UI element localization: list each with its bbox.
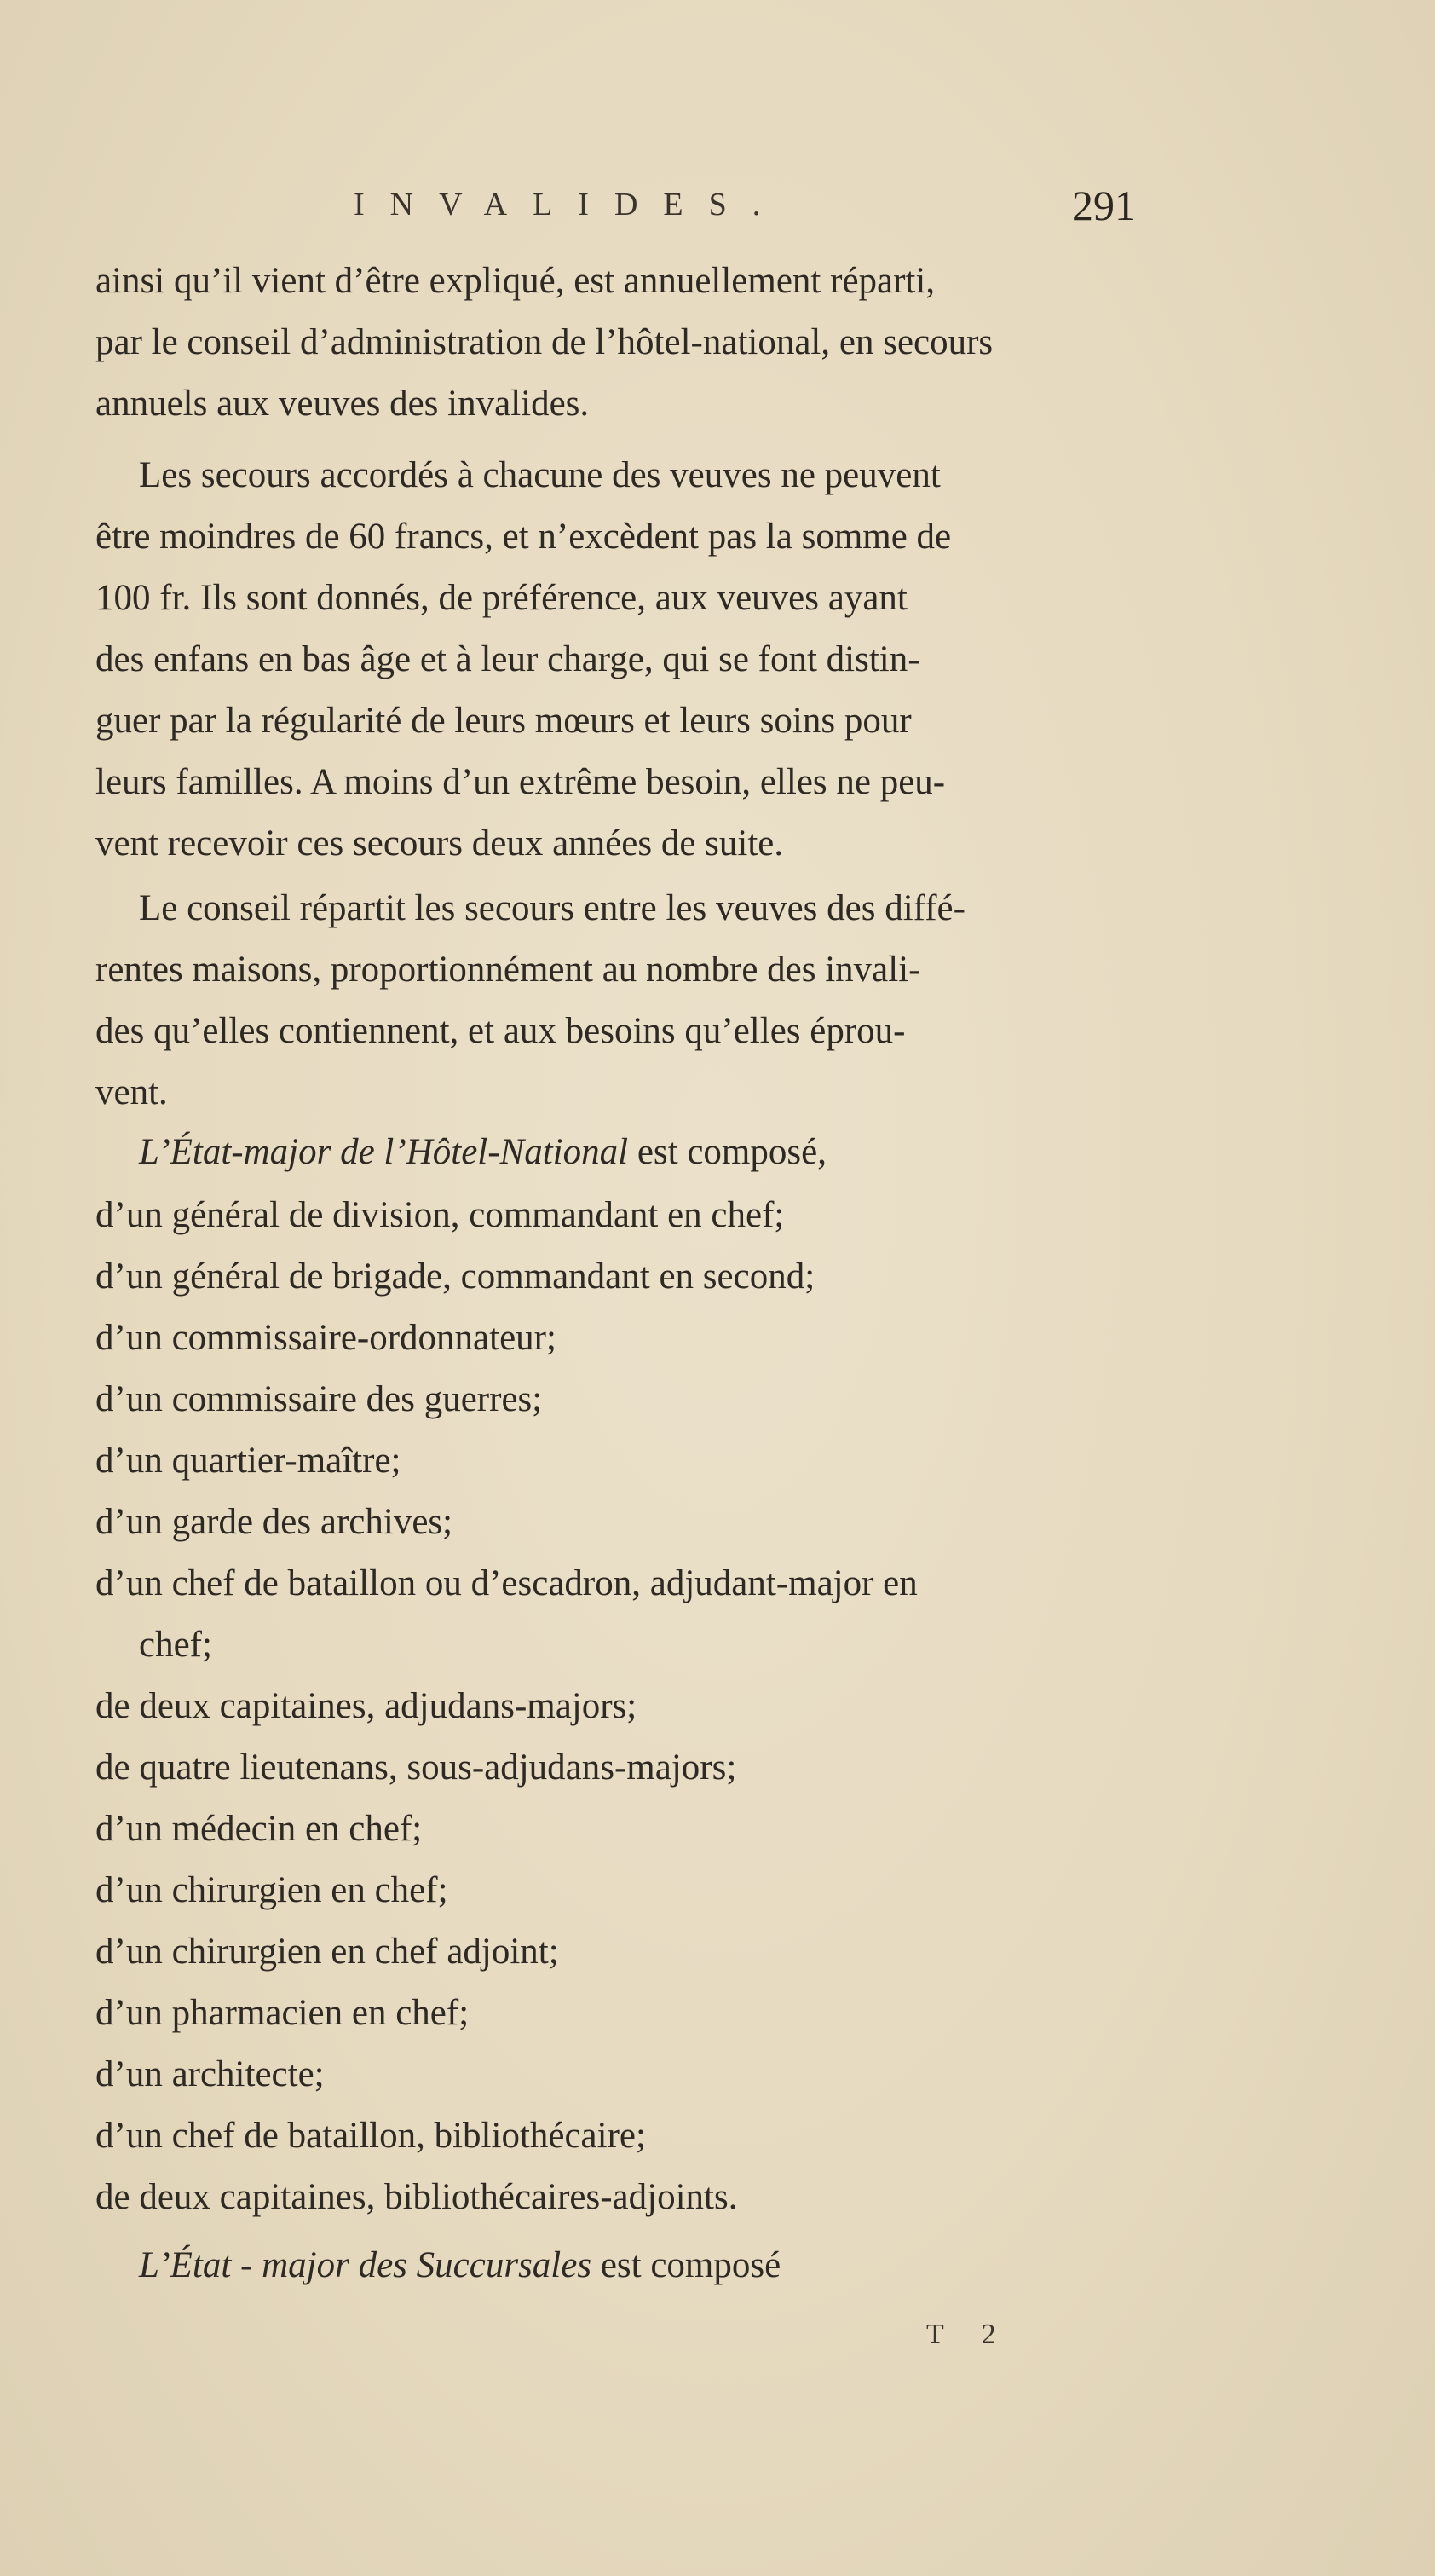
- list-item: de deux capitaines, bibliothécaires-adjoints.: [95, 2177, 738, 2217]
- list-item: d’un garde des archives;: [95, 1502, 453, 1542]
- text-line: leurs familles. A moins d’un extrême besoin, elles ne peu-: [95, 762, 946, 802]
- list-item: d’un général de brigade, commandant en second;: [95, 1256, 815, 1297]
- text-line: 100 fr. Ils sont donnés, de préférence, aux veuves ayant: [95, 578, 908, 618]
- list-item: d’un quartier-maître;: [95, 1441, 401, 1481]
- text-line: des enfans en bas âge et à leur charge, qui se font distin-: [95, 639, 920, 679]
- section-heading-italic: L’État - major des Succursales: [139, 2245, 592, 2285]
- text-line: des qu’elles contiennent, et aux besoins qu’elles éprou-: [95, 1011, 906, 1051]
- page-number: 291: [1072, 182, 1136, 229]
- signature-mark: T 2: [926, 2319, 1011, 2350]
- text-line: guer par la régularité de leurs mœurs et leurs soins pour: [95, 701, 912, 741]
- text-line: vent.: [95, 1072, 168, 1112]
- text-line: Le conseil répartit les secours entre les veuves des diffé-: [139, 888, 965, 928]
- list-item: d’un chirurgien en chef adjoint;: [95, 1932, 559, 1972]
- list-item: d’un chirurgien en chef;: [95, 1870, 448, 1910]
- section-heading-succursales: [139, 2240, 781, 2291]
- text-line: vent recevoir ces secours deux années de suite.: [95, 823, 784, 863]
- list-item: d’un général de division, commandant en chef;: [95, 1195, 785, 1235]
- text-line: ainsi qu’il vient d’être expliqué, est annuellement réparti,: [95, 261, 936, 301]
- section-heading-hotel: [139, 1127, 827, 1178]
- running-head: INVALIDES.: [354, 187, 787, 222]
- text-line: être moindres de 60 francs, et n’excèdent pas la somme de: [95, 517, 952, 557]
- list-item: d’un pharmacien en chef;: [95, 1993, 470, 2033]
- list-item: d’un architecte;: [95, 2054, 325, 2094]
- text-line: Les secours accordés à chacune des veuves ne peuvent: [139, 455, 941, 495]
- text-line: annuels aux veuves des invalides.: [95, 384, 590, 424]
- section-heading-rest: est composé: [591, 2245, 781, 2285]
- list-item: d’un commissaire des guerres;: [95, 1379, 543, 1419]
- list-item: d’un commissaire-ordonnateur;: [95, 1318, 556, 1358]
- list-item-continuation: chef;: [139, 1625, 212, 1665]
- list-item: d’un chef de bataillon ou d’escadron, adjudant-major en: [95, 1563, 918, 1603]
- text-line: rentes maisons, proportionnément au nombre des invali-: [95, 950, 921, 990]
- list-item: d’un médecin en chef;: [95, 1809, 423, 1849]
- list-item: de quatre lieutenans, sous-adjudans-majors;: [95, 1747, 737, 1788]
- list-item: d’un chef de bataillon, bibliothécaire;: [95, 2116, 646, 2156]
- text-line: par le conseil d’administration de l’hôtel-national, en secours: [95, 322, 994, 362]
- section-heading-rest: est composé,: [628, 1132, 827, 1172]
- list-item: de deux capitaines, adjudans-majors;: [95, 1686, 637, 1726]
- section-heading-italic: L’État-major de l’Hôtel-National: [139, 1132, 629, 1172]
